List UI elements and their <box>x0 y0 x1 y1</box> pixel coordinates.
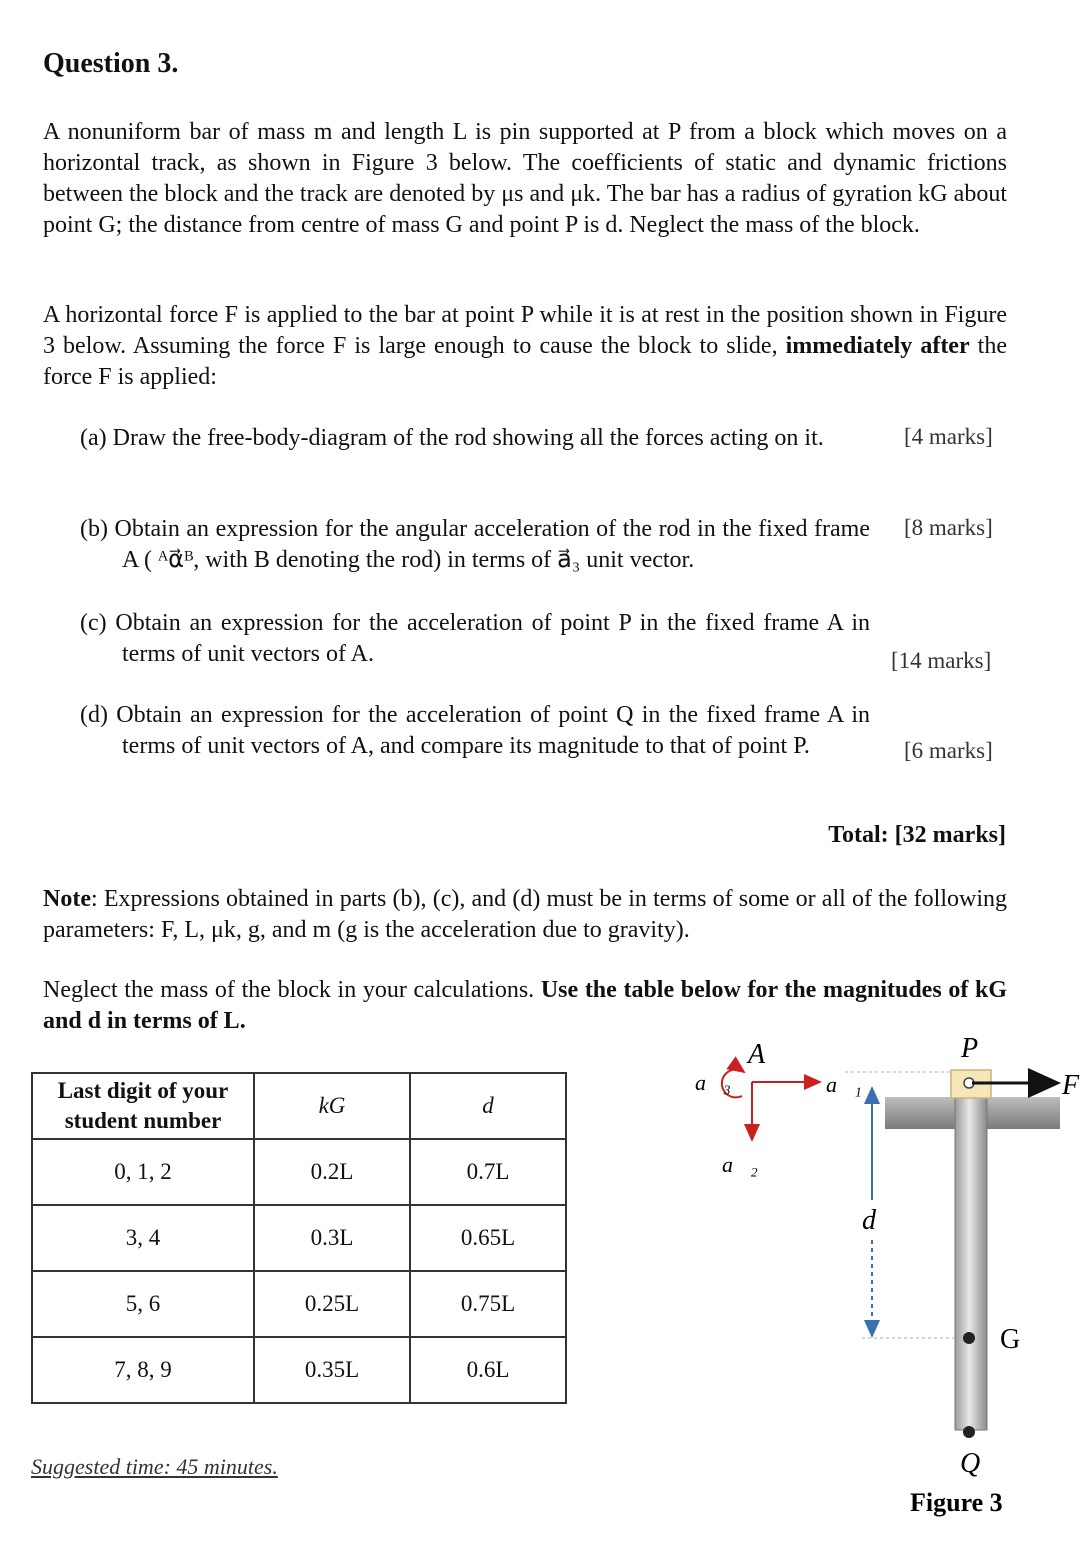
part-c: (c) Obtain an expression for the acceleration of point P in the fixed frame A in terms of unit vectors of A. <box>80 610 870 667</box>
p-label: P <box>961 1033 979 1064</box>
cell-d: 0.6L <box>410 1337 566 1403</box>
centre-of-mass-g <box>963 1332 975 1344</box>
setup-text: A horizontal force F is applied to the bar at point P while it is at rest in the position shown in Figure 3 below. Assuming the force F is large enough to cause the block to slide, <box>43 302 1007 359</box>
cell-kg: 0.2L <box>254 1139 410 1205</box>
a2-label: a⃗₂ <box>722 1152 758 1177</box>
cell-kg: 0.35L <box>254 1337 410 1403</box>
part-a: (a) Draw the free-body-diagram of the rod showing all the forces acting on it. <box>80 425 824 451</box>
cell-digit: 5, 6 <box>32 1271 254 1337</box>
cell-digit: 7, 8, 9 <box>32 1337 254 1403</box>
a1-label: a⃗₁ <box>826 1072 862 1097</box>
g-label: G <box>1000 1324 1021 1355</box>
cell-kg: 0.25L <box>254 1271 410 1337</box>
part-a-marks: [4 marks] <box>904 424 993 449</box>
problem-intro: A nonuniform bar of mass m and length L is pin supported at P from a block which moves on a horizontal track, as shown in Figure 3 below. The coefficients of static and dynamic frictions between the block and the track are denoted by μs and μk. The bar has a radius of gyration kG about point G; the distance from centre of mass G and point P is d. Neglect the mass of the block. <box>43 119 1007 238</box>
cell-d: 0.7L <box>410 1139 566 1205</box>
frame-label: A <box>748 1039 766 1070</box>
note-text: : Expressions obtained in parts (b), (c), and (d) must be in terms of some or all of the following parameters: F, L, μk, g, and m (g is the acceleration due to gravity). <box>43 886 1007 943</box>
setup-text-end: the force F is applied: <box>43 333 1007 390</box>
part-b-marks: [8 marks] <box>904 515 993 540</box>
frame-a <box>695 1039 862 1177</box>
header-kg: kG <box>254 1073 410 1139</box>
suggested-time: Suggested time: 45 minutes. <box>31 1454 278 1479</box>
cell-digit: 0, 1, 2 <box>32 1139 254 1205</box>
note-label: Note <box>43 886 91 912</box>
table-instruction: Use the table below for the magnitudes of kG and d in terms of L. <box>43 977 1008 1034</box>
bar <box>955 1080 987 1430</box>
question-title: Question 3. <box>43 48 179 79</box>
part-c-marks: [14 marks] <box>891 648 992 673</box>
d-label: d <box>862 1205 876 1236</box>
total-marks: Total: [32 marks] <box>828 822 1006 848</box>
cell-kg: 0.3L <box>254 1205 410 1271</box>
q-label: Q <box>960 1448 981 1479</box>
header-d: d <box>410 1073 566 1139</box>
point-q <box>963 1426 975 1438</box>
part-b: (b) Obtain an expression for the angular acceleration of the rod in the fixed frame A ( ᴬα⃗ᴮ, with B denoting the rod) in terms of a⃗₃ unit vector. <box>80 516 870 573</box>
header-student-digit: Last digit of your student number <box>32 1073 254 1139</box>
cell-d: 0.75L <box>410 1271 566 1337</box>
figure-caption: Figure 3 <box>910 1488 1003 1517</box>
cell-digit: 3, 4 <box>32 1205 254 1271</box>
f-label: F <box>1062 1070 1080 1101</box>
part-d: (d) Obtain an expression for the acceleration of point Q in the fixed frame A in terms of unit vectors of A, and compare its magnitude to that of point P. <box>80 702 870 759</box>
neglect-text: Neglect the mass of the block in your calculations. <box>43 977 541 1003</box>
a3-label: a⃗₃ <box>695 1070 731 1095</box>
cell-d: 0.65L <box>410 1205 566 1271</box>
part-d-marks: [6 marks] <box>904 738 993 763</box>
setup-emphasis: immediately after <box>785 333 970 359</box>
